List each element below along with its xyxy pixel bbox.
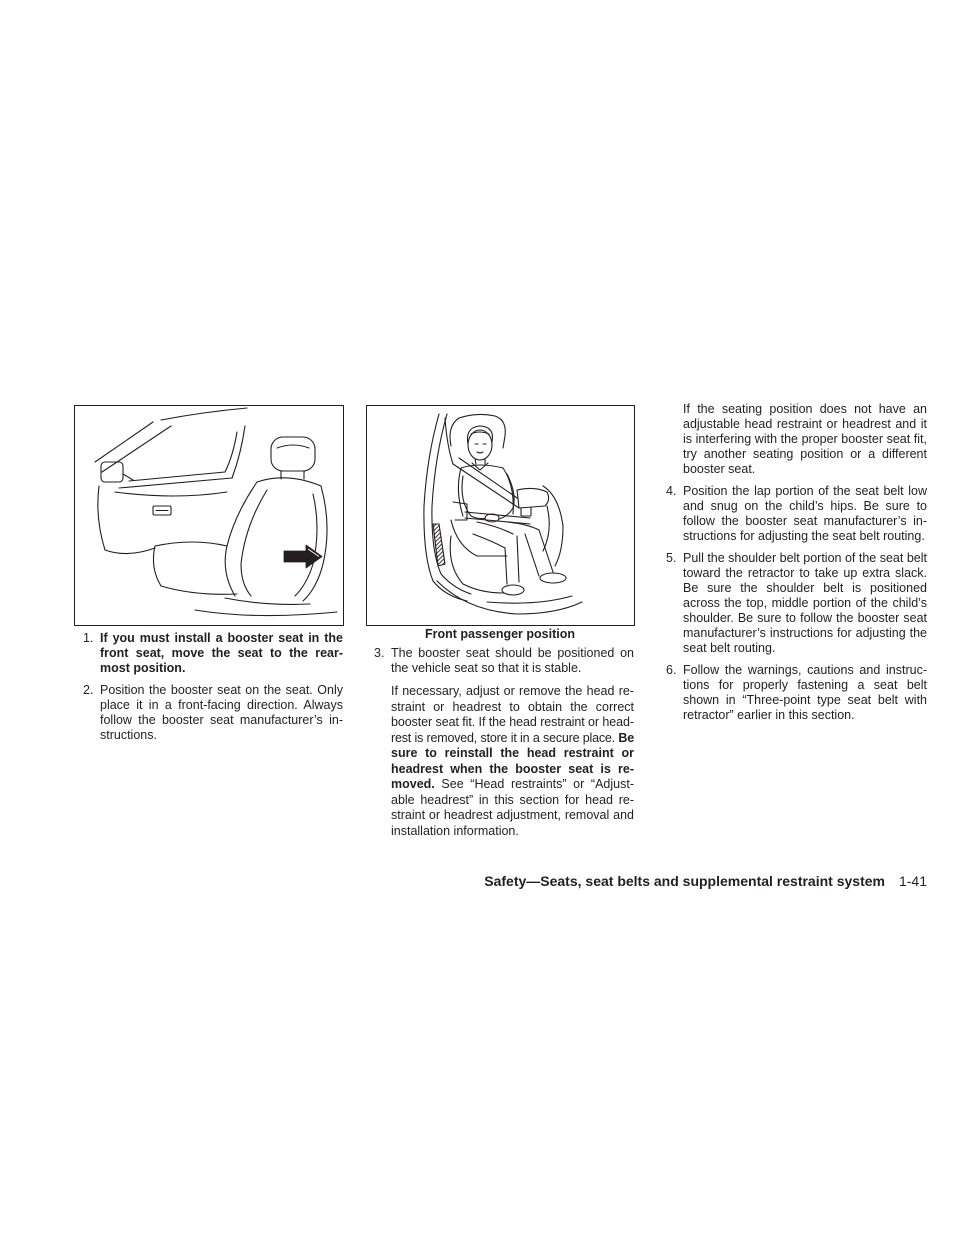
text-line: If necessary, adjust or remove the head re- [391,684,634,698]
text-line: Position the lap portion of the seat belt low [683,483,927,498]
child-leg-right [507,522,553,576]
booster-seat-illustration [367,406,634,625]
text-line: Position the booster seat on the seat. Only [100,683,343,697]
text-line: front seat, move the seat to the rear- [100,646,343,660]
seat-cushion-front [153,546,161,586]
door-bottom [105,548,155,554]
text-line: The booster seat should be positioned on [391,646,634,660]
text-line: able headrest” in this section for head re- [391,792,634,807]
list-item-6 [666,662,927,723]
child-head [468,430,492,460]
list-item-2 [83,683,343,743]
text-line: straint or headrest to obtain the correct [391,699,634,714]
seat-cushion-top [155,542,227,546]
text-line: structions. [100,728,157,742]
headrest [271,437,315,471]
seat-cushion-bottom [161,586,237,594]
text-line: seat belt routing. [683,640,776,655]
a-pillar-line [95,422,153,462]
text-line: across the top, middle portion of the child’s [683,595,927,610]
seatback-panel [241,490,267,596]
floor-line [195,610,337,616]
warning-text-line: sure to reinstall the head restraint or [391,746,634,760]
arrow-right-icon [284,545,322,568]
list-number: 3. [374,646,385,660]
list-number: 4. [666,483,677,498]
figure-caption: Front passenger position [424,627,575,641]
text-line: retractor” earlier in this section. [683,707,855,722]
text-line: Pull the shoulder belt portion of the seat belt [683,550,927,565]
window-frame-inner [129,432,237,481]
text-segment: See “Head restraints” or “Adjust- [434,777,634,791]
list-number: 5. [666,550,677,565]
text-line: and snug on the child’s hips. Be sure to [683,498,927,513]
list-number: 1. [83,631,94,645]
warning-text-segment: Be [618,730,634,745]
door-trim [115,492,227,496]
seating-position-note [683,402,927,477]
seat-position-illustration [75,406,343,625]
warning-text-segment: moved. [391,777,435,791]
text-line: structions for adjusting the seat belt routing. [683,528,925,543]
page-number: 1-41 [898,873,927,889]
text-line: booster seat fit. If the head restraint or head- [391,715,634,729]
text-line: adjustable head restraint or headrest and it [683,416,927,431]
booster-armrest-right [517,488,549,508]
text-line: follow the booster seat manufacturer’s in- [683,513,927,528]
text-line: booster seat. [683,461,756,476]
shoulder-belt [453,464,519,508]
child-torso-right [503,468,513,514]
text-segment: rest is removed, store it in a secure place. [391,730,619,745]
text-line: toward the retractor to take up extra slack. [683,565,927,580]
figure-front-passenger [366,405,635,626]
text-line [391,777,634,793]
door-edge [98,486,105,550]
child-leg-left [473,522,519,584]
door-seal [433,524,445,566]
text-line: If the seating position does not have an [683,401,927,416]
text-line: manufacturer’s instructions for adjusting the [683,625,927,640]
booster-base [451,520,507,556]
text-line: straint or headrest adjustment, removal and [391,808,634,822]
window-frame [119,426,245,488]
text-line: If you must install a booster seat in the [100,631,343,645]
list-item-1 [83,631,343,676]
page-footer [484,872,927,890]
child-arm-right [495,474,514,520]
text-line: Follow the warnings, cautions and instruc- [683,662,927,677]
child-shoe-right [540,573,566,583]
section-title: Safety—Seats, seat belts and supplemental restraint system [484,873,885,889]
text-line: try another seating position or a different [683,446,927,461]
shoulder-belt [459,458,523,502]
list-item-3 [374,646,634,676]
roof-line [161,408,247,420]
list-item-4 [666,483,927,544]
text-line: most position. [100,661,186,675]
shoulder-belt-anchor [445,418,453,464]
seatback-top [257,478,321,486]
text-line: Be sure the shoulder belt is positioned [683,580,927,595]
text-line: follow the booster seat manufacturer’s in- [100,713,343,727]
warning-text-line: headrest when the booster seat is re- [391,761,634,776]
head-restraint-note [391,684,634,839]
list-item-5 [666,550,927,656]
floor-line [487,596,572,603]
figure-seat-position [74,405,344,626]
text-line: the vehicle seat so that it is stable. [391,661,582,675]
headrest-seam [277,445,309,448]
text-line: shown in “Three-point type seat belt with [683,692,927,707]
text-line: is interfering with the proper booster seat fit, [683,431,927,446]
text-line [391,731,634,747]
text-line: tions for properly fastening a seat belt [683,677,927,692]
text-line: shoulder. Be sure to follow the booster seat [683,610,927,625]
side-mirror-stem [123,474,133,480]
list-number: 6. [666,662,677,677]
text-line: installation information. [391,823,519,838]
seat-rail [225,598,310,604]
text-line: place it in a front-facing direction. Always [100,698,343,712]
seatback-left-edge [225,482,257,596]
child-shoe-left [502,585,524,595]
list-number: 2. [83,683,94,697]
